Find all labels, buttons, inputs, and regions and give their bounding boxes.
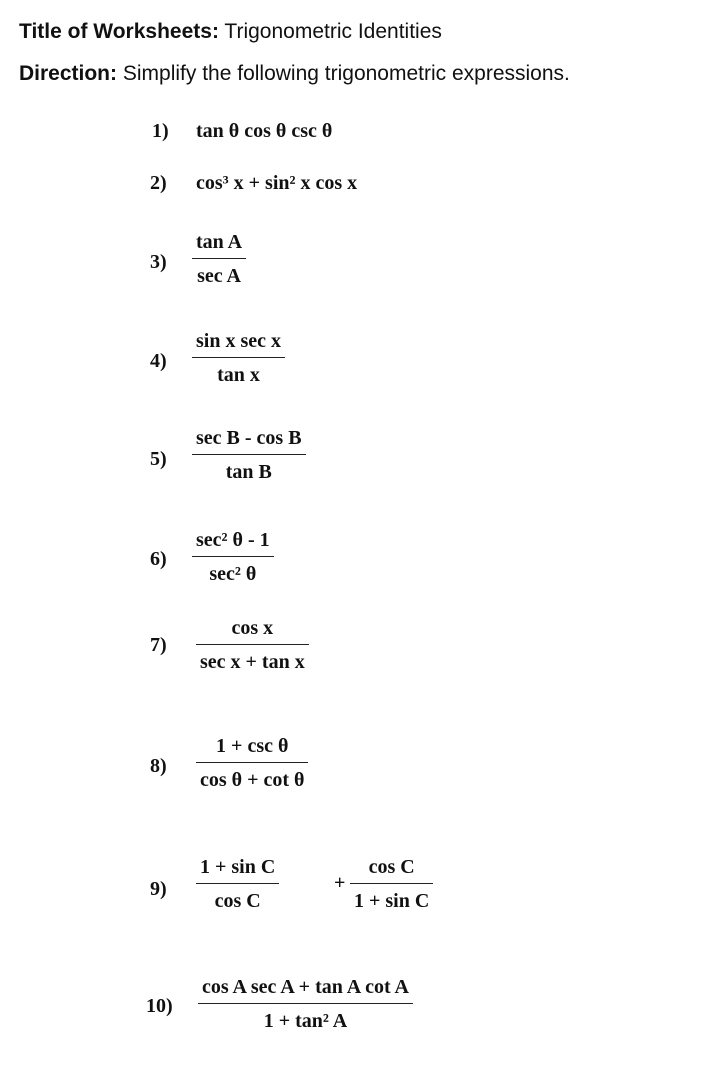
fraction-bar xyxy=(192,357,285,358)
fraction xyxy=(196,615,309,675)
fraction-bar xyxy=(192,556,274,557)
worksheet-direction xyxy=(19,62,570,86)
problem-expression: cos³ x + sin² x cos x xyxy=(196,172,358,194)
denominator: tan B xyxy=(225,461,272,483)
fraction xyxy=(198,974,413,1034)
problem-number: 9) xyxy=(150,878,167,900)
numerator: 1 + csc θ xyxy=(216,735,289,757)
numerator: sec² θ - 1 xyxy=(196,529,270,551)
problem-expression: tan θ cos θ csc θ xyxy=(196,120,333,142)
fraction-bar xyxy=(196,883,279,884)
fraction-bar xyxy=(198,1003,413,1004)
numerator: cos A sec A + tan A cot A xyxy=(202,976,409,998)
denominator: 1 + sin C xyxy=(354,890,430,912)
numerator: sec B - cos B xyxy=(196,427,302,449)
denominator: sec x + tan x xyxy=(200,651,305,673)
numerator: cos C xyxy=(368,856,415,878)
fraction xyxy=(192,229,246,289)
fraction-right xyxy=(350,854,433,914)
problem-number: 8) xyxy=(150,755,167,777)
fraction-bar xyxy=(196,762,308,763)
problem-number: 1) xyxy=(152,120,169,142)
problem-number: 7) xyxy=(150,634,167,656)
fraction xyxy=(192,527,274,587)
denominator: 1 + tan² A xyxy=(263,1010,348,1032)
problem-number: 3) xyxy=(150,251,167,273)
denominator: cos C xyxy=(214,890,261,912)
problem-number: 2) xyxy=(150,172,167,194)
fraction-bar xyxy=(196,644,309,645)
direction-value: Simplify the following trigonometric expressions. xyxy=(122,62,570,85)
title-label: Title of Worksheets: xyxy=(19,20,219,43)
fraction-bar xyxy=(192,454,306,455)
plus-operator: + xyxy=(334,872,346,894)
numerator: tan A xyxy=(196,231,243,253)
fraction-left xyxy=(196,854,279,914)
numerator: cos x xyxy=(231,617,274,639)
numerator: sin x sec x xyxy=(196,330,281,352)
fraction-bar xyxy=(192,258,246,259)
problem-number: 6) xyxy=(150,548,167,570)
denominator: sec A xyxy=(197,265,241,287)
title-value: Trigonometric Identities xyxy=(224,20,442,43)
problem-number: 4) xyxy=(150,350,167,372)
fraction xyxy=(196,733,308,793)
denominator: tan x xyxy=(217,364,260,386)
numerator: 1 + sin C xyxy=(200,856,276,878)
fraction xyxy=(192,425,306,485)
worksheet-title xyxy=(19,20,442,44)
fraction-bar xyxy=(350,883,433,884)
denominator: cos θ + cot θ xyxy=(200,769,305,791)
direction-label: Direction: xyxy=(19,62,118,85)
problem-number: 5) xyxy=(150,448,167,470)
denominator: sec² θ xyxy=(209,563,257,585)
fraction xyxy=(192,328,285,388)
problem-number: 10) xyxy=(146,995,173,1017)
